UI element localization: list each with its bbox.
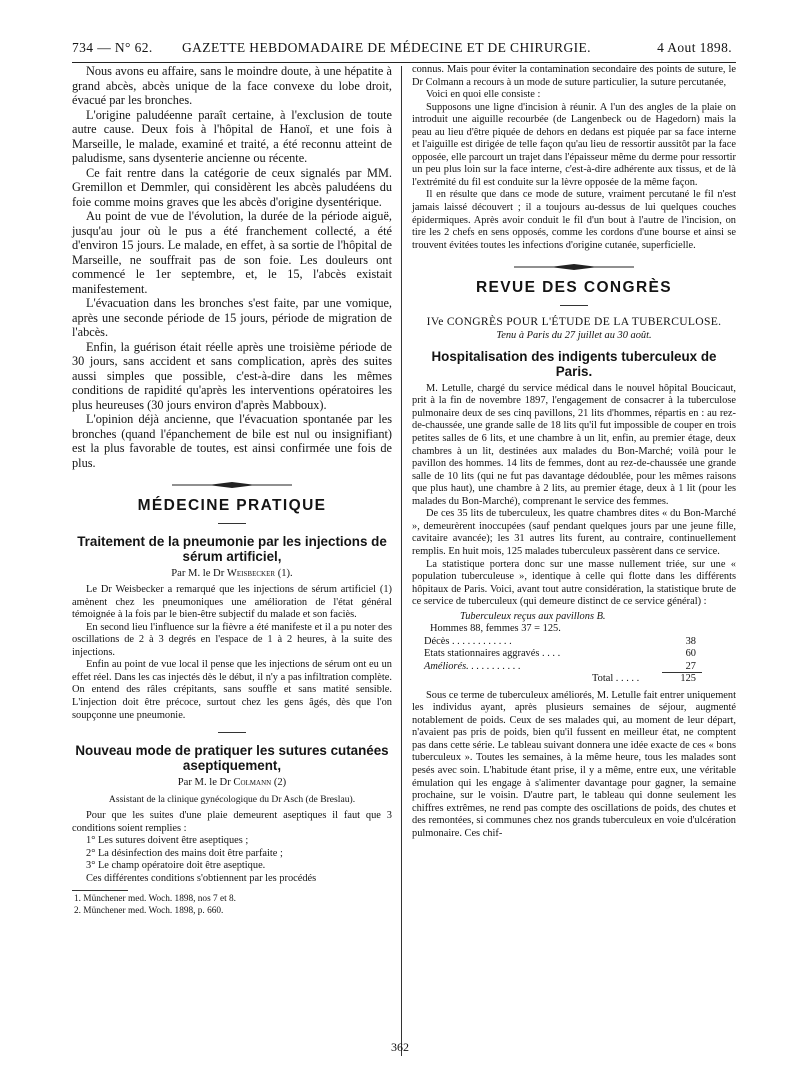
- page-number: 734 — N° 62.: [72, 40, 153, 55]
- paragraph: L'opinion déjà ancienne, que l'évacuation spontanée par les bronches (quand l'épanchement de bile est nul ou insignifiant) est la plus favorable de toutes, est ainsi confirmée une fois de plus.: [72, 412, 392, 470]
- byline-prefix: Par M. le Dr: [177, 777, 231, 789]
- total-value: 125: [680, 673, 696, 685]
- row-value: 60: [685, 648, 696, 660]
- table-row: [412, 648, 736, 661]
- table-caption: Tuberculeux reçus aux pavillons B.: [460, 610, 606, 622]
- short-rule: [560, 305, 588, 306]
- total-label: Total . . . . .: [592, 673, 640, 685]
- author-affiliation: Assistant de la clinique gynécologique du Dr Asch (de Breslau).: [108, 793, 356, 805]
- row-value: 38: [685, 635, 696, 647]
- short-rule: [218, 523, 246, 524]
- condition-item: 3° Le champ opératoire doit être aseptique.: [86, 860, 266, 872]
- paragraph: Voici en quoi elle consiste :: [426, 89, 541, 101]
- footnotes: [72, 890, 392, 917]
- case-conclusion: [72, 64, 392, 470]
- footnote-ref: (1).: [277, 567, 293, 579]
- condition-item: 2° La désinfection des mains doit être parfaite ;: [86, 847, 283, 859]
- paragraph: Le Dr Weisbecker a remarqué que les injections de sérum artificiel (1) amènent chez les pneumoniques une amélioration de l'état général témoignée à la fois par le bien-être subjectif du malade et son faciès.: [72, 584, 392, 621]
- paragraph: Ce fait rentre dans la catégorie de ceux signalés par MM. Gremillon et Demmler, qui considèrent les abcès paludéens du foie comme moins graves que les abcès d'origine dysentérique.: [72, 165, 392, 209]
- short-rule: [218, 732, 246, 733]
- paragraph: Enfin au point de vue local il pense que les injections de sérum ont eu un effet réel. Dans les cas injectés dès le début, il n'y a pas infiltration complète. On entend des râles crépitants, sans souffle et sans matité sensible. L'injection doit être précoce, surtout chez les gens âgés, dès que l'on soupçonne une pneumonie.: [72, 659, 392, 721]
- byline: [72, 777, 392, 790]
- section-title: REVUE DES CONGRÈS: [475, 279, 673, 297]
- section-ornament: [514, 262, 634, 272]
- row-label: Etats stationnaires aggravés . . . .: [424, 648, 561, 660]
- paragraph: Il en résulte que dans ce mode de suture, vraiment percutané le fil n'est jamais laissé découvert ; il a toujours au-dessus de lui quelques couches épidermiques. Après avoir conduit le fil d'un bout à l'autre de l'incision, on tire les 2 chefs en sens opposés, comme les cordons d'une bourse et ainsi se trouvent évitées toutes les infections d'origine cutanée, superficielle.: [412, 189, 736, 251]
- section-title: MÉDECINE PRATIQUE: [137, 497, 327, 514]
- footnote: 1. Münchener med. Woch. 1898, nos 7 et 8.: [74, 894, 237, 905]
- table-row: [412, 661, 736, 674]
- article-title: Hospitalisation des indigents tuberculeux de Paris.: [431, 348, 717, 379]
- row-label: Améliorés. . . . . . . . . . .: [424, 660, 521, 672]
- paragraph: Ces différentes conditions s'obtiennent par les procédés: [86, 872, 317, 884]
- left-column: [72, 64, 392, 917]
- byline-prefix: Par M. le Dr: [171, 567, 225, 579]
- statistics-table: [412, 611, 736, 686]
- header-rule: [72, 62, 736, 63]
- paragraph: Enfin, la guérison était réelle après une troisième période de 30 jours, sans accident et sans complication, après des suites aussi simples que possible, c'est-à-dire dans les mêmes conditions de rapidité qu'après les interventions opératoires les plus heureuses (30 jours environ d'après Mabboux).: [72, 339, 392, 412]
- row-label: Décès . . . . . . . . . . . .: [424, 635, 512, 647]
- section-ornament: [172, 480, 292, 490]
- condition-item: 1° Les sutures doivent être aseptiques ;: [86, 835, 249, 847]
- paragraph: L'évacuation dans les bronches s'est faite, par une vomique, après une seconde période de 15 jours, période de migration de l'abcès.: [72, 296, 392, 339]
- folio-number: 362: [391, 1040, 409, 1054]
- paragraph: connus. Mais pour éviter la contamination secondaire des points de suture, le Dr Colmann a recours à un mode de suture particulier, la suture percutanée,: [412, 64, 736, 88]
- row-value: 27: [685, 660, 696, 672]
- paragraph: Supposons une ligne d'incision à réunir. A l'un des angles de la plaie on introduit une aiguille recourbée (de Langenbeck ou de Hagedorn) mais la peau au lieu d'être piquée de dehors en dedans est piquée par sa face interne et l'aiguille est dirigée de telle façon qu'au lieu de ressortir aussitôt par la face opposée, elle parcourt un trajet dans l'épaisseur même du derme pour ressortir un peu plus loin sur la face interne, c'est-à-dire adhérente aux tissus, et de là l'extrémité du fil est conduite sur la lèvre opposée de la même façon.: [412, 101, 736, 188]
- paragraph: L'origine paludéenne paraît certaine, à l'exclusion de toute autre cause. Deux fois à l'hôpital de Hanoï, et une fois à Marseille, le malade, examiné et traité, a été reconnu atteint de paludisme, sans dysenterie ancienne ou récente.: [72, 107, 392, 165]
- right-column: [412, 64, 736, 840]
- paragraph: De ces 35 lits de tuberculeux, les quatre chambres dites « du Bon-Marché », demeurèrent inoccupées (sauf pendant quelques jours par une jeune fille, cavitaire avancée); les 31 autres lits furent, au contraire, continuellement remplis. En huit mois, 125 malades tuberculeux passèrent dans ce service.: [412, 508, 736, 557]
- footnote: 2. Münchener med. Woch. 1898, p. 660.: [74, 905, 224, 916]
- table-total-row: [412, 673, 736, 686]
- paragraph: En second lieu l'influence sur la fièvre a été manifeste et il a pu noter des oscillations de 2 à 3 degrés en l'espace de 1 à 2 heures, à la suite des injections.: [72, 621, 392, 658]
- article-title: Nouveau mode de pratiquer les sutures cutanées aseptiquement,: [75, 743, 389, 774]
- paragraph: M. Letulle, chargé du service médical dans le nouvel hôpital Boucicaut, prit à la fin de novembre 1897, l'engagement de consacrer à la tuberculose pulmonaire deux de ses cinq pavillons, 21 lits d'hommes, répartis en : au rez-de-chaussée, une grande salle de 18 lits qu'il fut impossible de couper en trois petites salles de 6 lits, et une chambre à un lit, enfin, au premier étage, deux chambres à un lit, destinées aux malades du Bon-Marché; voilà pour le pavillon des hommes. 14 lits de femmes, dont au rez-de-chaussée une grande salle de 10 lits (qui ne fut pas davantage dédoublée, pour les mêmes raisons que plus haut), une chambre à 2 lits, au premier étage, deux à 1 lit (pour les malades du Bon-Marché), comprenant le service des femmes.: [412, 382, 736, 507]
- author-name: Colmann: [233, 777, 272, 789]
- paragraph: Sous ce terme de tuberculeux améliorés, M. Letulle fait entrer uniquement les individus ayant, après plusieurs semaines de séjour, augmenté notablement de poids. Ceux de ses malades qui, au moment de leur départ, n'avaient pas pris de poids, bien qu'il fussent en meilleur état, ne comptent pas dans cette série. Le tableau suivant donnera une idée exacte de ces « bons tuberculeux ». Toutes les semaines, à la même heure, tous les malades sont pesés avec soin. L'habitude étant prise, il y a même, entre eux, une véritable émulation qui les engage à s'alimenter davantage pour gagner, la semaine prochaine, sur le voisin. D'autre part, le tableau qui donne seulement les chiffres extrêmes, ne rend pas compte des oscillations de poids, des chutes et des remontées, si communes chez nos grands tuberculeux en voie d'ulcération pulmonaire. Ces chif-: [412, 689, 736, 839]
- paragraph: Pour que les suites d'une plaie demeurent aseptiques il faut que 3 conditions soient remplies :: [72, 810, 392, 834]
- table-row: [412, 636, 736, 649]
- author-name: Weisbecker: [226, 567, 276, 579]
- byline: [72, 568, 392, 581]
- paragraph: Nous avons eu affaire, sans le moindre doute, à une hépatite à grand abcès, abcès unique de la face convexe du lobe droit, évacué par les bronches.: [72, 64, 392, 107]
- congress-heading: IVe CONGRÈS POUR L'ÉTUDE DE LA TUBERCULOSE.: [426, 314, 722, 328]
- paragraph: La statistique portera donc sur une masse nullement triée, sur une « population tuberculeuse », identique à celle qui flotte dans les différents hôpitaux de Paris. Voici, avant tout autre considération, la statistique brute de ce service de tuberculeux (qui demeure distinct de ce service général) :: [412, 558, 736, 608]
- column-divider: [401, 66, 402, 1056]
- paragraph: Au point de vue de l'évolution, la durée de la période aiguë, jusqu'au jour où le pus a été franchement collecté, a été d'environ 15 jours. Le malade, en effet, à sa sortie de l'hôpital de Marseille, ne souffrait pas de son foie. Les douleurs ont commencé le 1er septembre, et, le 15, l'abcès existait manifestement.: [72, 209, 392, 296]
- journal-title: GAZETTE HEBDOMADAIRE DE MÉDECINE ET DE CHIRURGIE.: [182, 40, 591, 55]
- congress-dates: Tenu à Paris du 27 juillet au 30 août.: [496, 330, 652, 342]
- footnote-ref: (2): [273, 777, 287, 789]
- issue-date: 4 Aout 1898.: [657, 40, 732, 55]
- table-summary: Hommes 88, femmes 37 = 125.: [430, 623, 561, 635]
- article-title: Traitement de la pneumonie par les injections de sérum artificiel,: [77, 533, 387, 564]
- footnote-rule: [72, 890, 128, 891]
- running-header: [72, 38, 732, 60]
